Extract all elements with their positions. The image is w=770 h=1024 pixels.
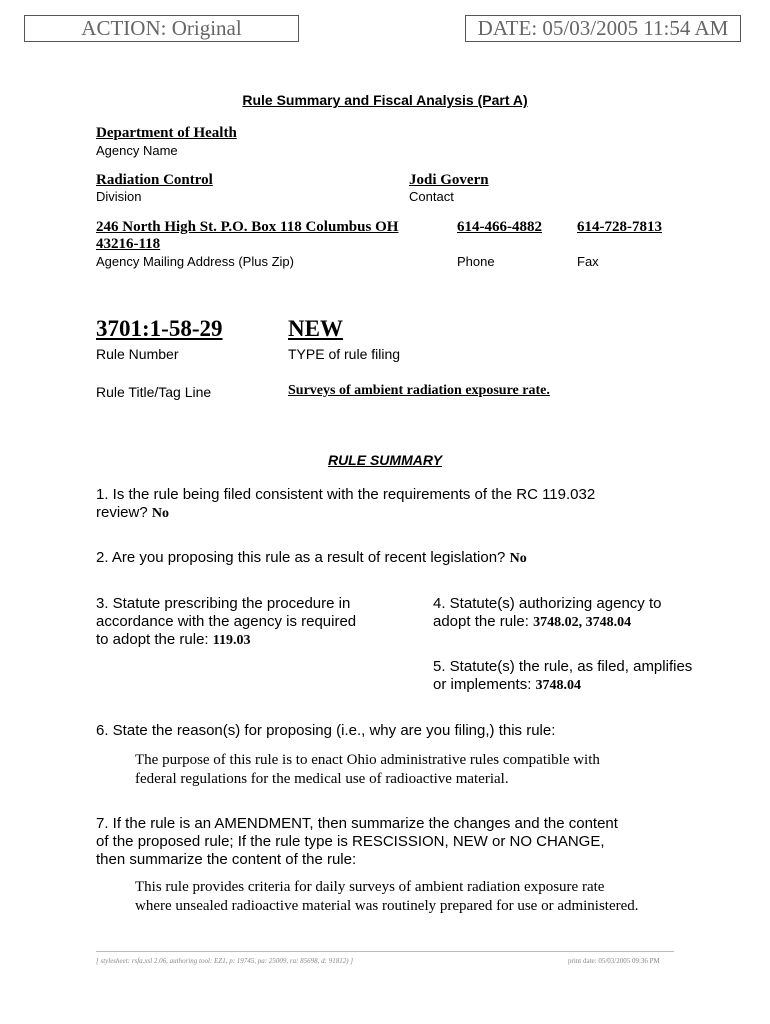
- question-3: 3. Statute prescribing the procedure in accordance with the agency is required to adopt the rule: 119.03: [96, 595, 357, 648]
- action-text: ACTION: Original: [81, 16, 242, 40]
- agency-name-value: Department of Health: [96, 125, 237, 141]
- contact-label: Contact: [409, 189, 454, 204]
- division-label: Division: [96, 189, 142, 204]
- phone-label: Phone: [457, 254, 495, 269]
- question-1: [96, 486, 595, 523]
- rule-title-value: Surveys of ambient radiation exposure rate.: [288, 383, 550, 398]
- question-3-answer: 119.03: [212, 633, 251, 648]
- question-5: 5. Statute(s) the rule, as filed, amplifies or implements: 3748.04: [433, 658, 693, 693]
- question-6-answer: The purpose of this rule is to enact Ohio administrative rules compatible with federal regulations for the medical use of radioactive material.: [135, 752, 600, 787]
- fax-value: 614-728-7813: [577, 219, 662, 235]
- footer-print-date: print date: 05/03/2005 09:36 PM: [568, 957, 660, 965]
- rule-summary-heading: RULE SUMMARY: [327, 452, 443, 468]
- footer-divider: [96, 951, 674, 952]
- page-title: Rule Summary and Fiscal Analysis (Part A): [242, 92, 528, 108]
- rule-number-value: 3701:1-58-29: [96, 316, 223, 341]
- address-value-line2: 43216-118: [96, 236, 161, 252]
- date-text: DATE: 05/03/2005 11:54 AM: [477, 16, 729, 40]
- action-box: [24, 15, 299, 42]
- question-2-answer: No: [509, 551, 527, 566]
- question-4-answer: 3748.02, 3748.04: [533, 615, 632, 630]
- question-5-answer: 3748.04: [535, 678, 582, 693]
- footer-stylesheet-info: [ stylesheet: rsfa.xsl 2.06, authoring tool: EZ1, p: 19745, pa: 25009, ra: 85698, d: 91812) ]: [96, 957, 354, 965]
- rule-number-label: Rule Number: [96, 346, 179, 362]
- contact-value: Jodi Govern: [409, 172, 489, 188]
- address-value-line1: 246 North High St. P.O. Box 118 Columbus OH: [96, 219, 399, 235]
- question-7-answer: This rule provides criteria for daily surveys of ambient radiation exposure rate where unsealed radioactive material was routinely prepared for use or administered.: [135, 879, 639, 914]
- question-1-answer: No: [151, 506, 169, 521]
- rule-type-label: TYPE of rule filing: [288, 346, 401, 362]
- question-7: 7. If the rule is an AMENDMENT, then summarize the changes and the content of the proposed rule; If the rule type is RESCISSION, NEW or NO CHANGE, then summarize the content of the rule:: [96, 815, 618, 868]
- rule-type-value: NEW: [288, 316, 343, 341]
- agency-name-label: Agency Name: [96, 143, 178, 158]
- question-1-line1: 1. Is the rule being filed consistent with the requirements of the RC 119.032: [96, 486, 596, 503]
- question-6: 6. State the reason(s) for proposing (i.e., why are you filing,) this rule:: [96, 722, 556, 739]
- fax-label: Fax: [577, 254, 599, 269]
- phone-value: 614-466-4882: [457, 219, 542, 235]
- question-1-line2: review? No: [96, 504, 169, 521]
- question-4: 4. Statute(s) authorizing agency to adopt the rule: 3748.02, 3748.04: [433, 595, 662, 630]
- rule-title-label: Rule Title/Tag Line: [96, 384, 212, 400]
- date-box: [465, 15, 741, 42]
- address-label: Agency Mailing Address (Plus Zip): [96, 254, 294, 269]
- division-value: Radiation Control: [96, 172, 213, 188]
- question-2: 2. Are you proposing this rule as a result of recent legislation? No: [96, 549, 527, 566]
